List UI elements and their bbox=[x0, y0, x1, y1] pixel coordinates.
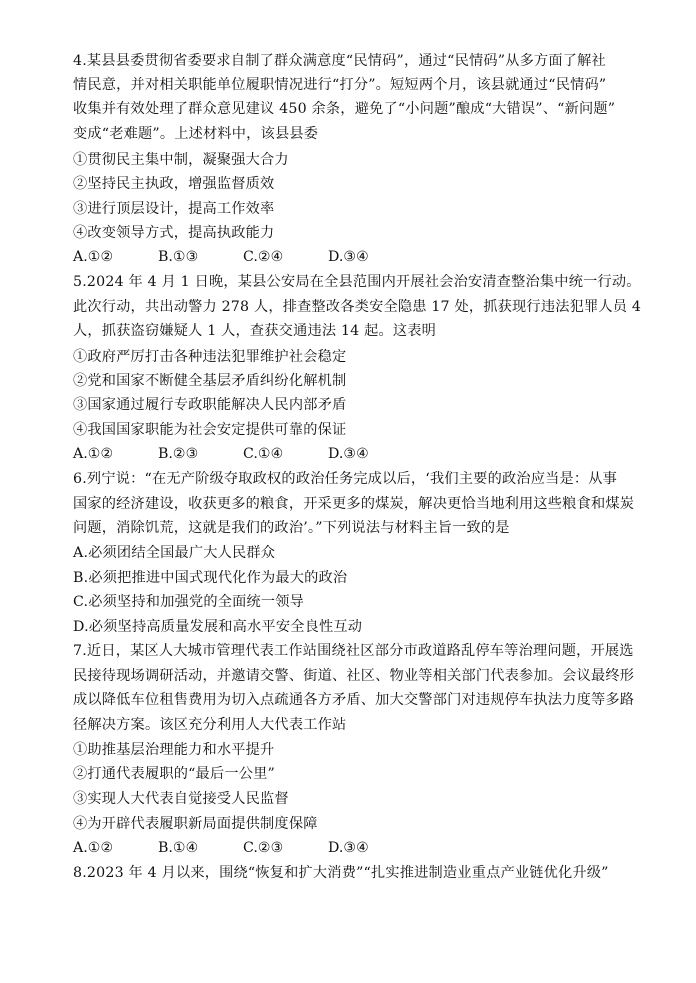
q5-options bbox=[73, 442, 633, 466]
q4-item-1: ①贯彻民主集中制，凝聚强大合力 bbox=[73, 152, 289, 168]
q7-stem-line-1: 7.近日，某区人大城市管理代表工作站围绕社区部分市政道路乱停车等治理问题，开展选 bbox=[73, 643, 634, 659]
q4-option-a[interactable]: A.①② bbox=[73, 249, 114, 265]
q6-stem-line-2: 国家的经济建设，收获更多的粮食，开采更多的煤炭，解决更恰当地利用这些粮食和煤炭 bbox=[73, 496, 635, 512]
q4-option-b[interactable]: B.①③ bbox=[158, 249, 199, 265]
q4-stem-line-2: 情民意，并对相关职能单位履职情况进行“打分”。短短两个月，该县就通过“民情码” bbox=[73, 77, 607, 93]
q4-stem-line-4: 变成“老难题”。上述材料中，该县县委 bbox=[73, 126, 319, 142]
q7-option-b[interactable]: B.①④ bbox=[158, 840, 199, 856]
q7-option-c[interactable]: C.②③ bbox=[243, 840, 284, 856]
q7-option-a[interactable]: A.①② bbox=[73, 840, 114, 856]
q5-option-b[interactable]: B.②③ bbox=[158, 446, 199, 462]
q7-item-3: ③实现人大代表自觉接受人民监督 bbox=[73, 791, 289, 807]
q6-option-a[interactable]: A.必须团结全国最广大人民群众 bbox=[73, 545, 276, 561]
q7-item-1: ①助推基层治理能力和水平提升 bbox=[73, 742, 275, 758]
q6-option-b[interactable]: B.必须把推进中国式现代化作为最大的政治 bbox=[73, 570, 348, 586]
q5-option-c[interactable]: C.①④ bbox=[243, 446, 284, 462]
q4-stem-line-3: 收集并有效处理了群众意见建议 450 余条，避免了“小问题”酿成“大错误”、“新问题” bbox=[73, 101, 616, 117]
q7-option-d[interactable]: D.③④ bbox=[328, 840, 369, 856]
q4-option-d[interactable]: D.③④ bbox=[328, 249, 369, 265]
q5-item-4: ④我国国家职能为社会安定提供可靠的保证 bbox=[73, 422, 347, 438]
q4-stem-line-1: 4.某县县委贯彻省委要求自制了群众满意度“民情码”，通过“民情码”从多方面了解社 bbox=[73, 53, 606, 69]
q4-item-4: ④改变领导方式，提高执政能力 bbox=[73, 225, 275, 241]
q5-option-a[interactable]: A.①② bbox=[73, 446, 114, 462]
q4-item-2: ②坚持民主执政，增强监督质效 bbox=[73, 176, 275, 192]
q7-stem-line-3: 成以降低车位租售费用为切入点疏通各方矛盾、加大交警部门对违规停车执法力度等多路 bbox=[73, 692, 635, 708]
q6-option-d[interactable]: D.必须坚持高质量发展和高水平安全良性互动 bbox=[73, 619, 363, 635]
q5-item-2: ②党和国家不断健全基层矛盾纠纷化解机制 bbox=[73, 373, 347, 389]
q4-item-3: ③进行顶层设计，提高工作效率 bbox=[73, 201, 275, 217]
q6-option-c[interactable]: C.必须坚持和加强党的全面统一领导 bbox=[73, 594, 305, 610]
q5-stem-line-1: 5.2024 年 4 月 1 日晚，某县公安局在全县范围内开展社会治安清查整治集中统一行动。 bbox=[73, 274, 641, 290]
q5-stem-line-2: 此次行动，共出动警力 278 人，排查整改各类安全隐患 17 处，抓获现行违法犯罪人员 4 bbox=[73, 299, 642, 315]
q6-stem-line-3: 问题，消除饥荒，这就是我们的政治’。”下列说法与材料主旨一致的是 bbox=[73, 520, 510, 536]
q8-stem-line-1: 8.2023 年 4 月以来，围绕“恢复和扩大消费”“扎实推进制造业重点产业链优化升级” bbox=[73, 865, 609, 881]
q7-options bbox=[73, 836, 633, 860]
q7-stem-line-2: 民接待现场调研活动，并邀请交警、街道、社区、物业等相关部门代表参加。会议最终形 bbox=[73, 668, 635, 684]
q7-item-2: ②打通代表履职的“最后一公里” bbox=[73, 766, 275, 782]
q7-item-4: ④为开辟代表履职新局面提供制度保障 bbox=[73, 816, 318, 832]
q7-stem-line-4: 径解决方案。该区充分利用人大代表工作站 bbox=[73, 717, 347, 733]
q6-stem-line-1: 6.列宁说：“在无产阶级夺取政权的政治任务完成以后，‘我们主要的政治应当是：从事 bbox=[73, 471, 618, 487]
q5-option-d[interactable]: D.③④ bbox=[328, 446, 369, 462]
q5-stem-line-3: 人，抓获盗窃嫌疑人 1 人，查获交通违法 14 起。这表明 bbox=[73, 323, 437, 339]
q4-option-c[interactable]: C.②④ bbox=[243, 249, 284, 265]
q5-item-1: ①政府严厉打击各种违法犯罪维护社会稳定 bbox=[73, 349, 347, 365]
q4-options bbox=[73, 245, 633, 269]
q5-item-3: ③国家通过履行专政职能解决人民内部矛盾 bbox=[73, 397, 347, 413]
